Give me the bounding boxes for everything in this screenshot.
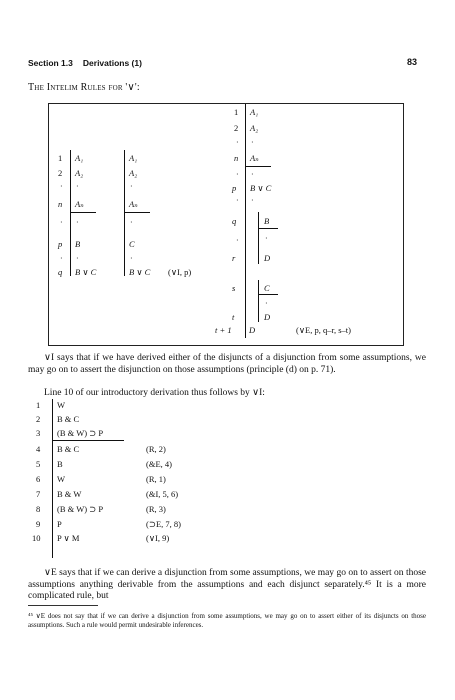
- scope-line: [70, 150, 71, 276]
- ellipsis: ·: [76, 218, 79, 227]
- scope-line: [52, 399, 53, 558]
- line-num: 2: [58, 168, 63, 178]
- line-justification: (∨I, 9): [146, 533, 170, 543]
- section-title: The Intelim Rules for '∨':: [28, 82, 140, 93]
- ellipsis: ·: [236, 236, 239, 245]
- formula: A₂: [75, 168, 84, 178]
- line-formula: P ∨ M: [57, 533, 80, 543]
- ellipsis: ·: [251, 138, 254, 147]
- line-num: t: [232, 312, 235, 322]
- line-num: p: [58, 239, 63, 249]
- formula: A₁: [250, 107, 259, 117]
- line-num: q: [58, 267, 63, 277]
- scope-line: [124, 150, 125, 276]
- formula: Aₙ: [129, 199, 138, 209]
- line-number: 9: [36, 519, 41, 529]
- ellipsis: ·: [251, 196, 254, 205]
- line-num: 1: [234, 107, 239, 117]
- formula: D: [264, 312, 271, 322]
- line-number: 8: [36, 504, 41, 514]
- line-formula: W: [57, 474, 66, 484]
- line-formula: P: [57, 519, 62, 529]
- scope-line: [245, 104, 246, 338]
- assumption-bar: [70, 212, 96, 213]
- chapter-label: Derivations (1): [82, 58, 142, 68]
- formula: B: [75, 239, 81, 249]
- ellipsis: ·: [251, 170, 254, 179]
- line-formula: B: [57, 459, 63, 469]
- ellipsis: ·: [236, 170, 239, 179]
- formula: B ∨ C: [75, 267, 97, 277]
- line-number: 3: [36, 428, 41, 438]
- running-header: [28, 58, 142, 68]
- line-num: 2: [234, 123, 239, 133]
- rule-citation: (∨I, p): [168, 267, 192, 277]
- subproof-line: [258, 212, 259, 264]
- ellipsis: ·: [76, 254, 79, 263]
- line-number: 4: [36, 444, 41, 454]
- formula: A₂: [129, 168, 138, 178]
- formula: C: [129, 239, 135, 249]
- line-num: n: [234, 153, 239, 163]
- ellipsis: ·: [60, 218, 63, 227]
- line-justification: (&E, 4): [146, 459, 172, 469]
- formula: B ∨ C: [250, 183, 272, 193]
- line-num: q: [232, 216, 237, 226]
- footnote-rule: [28, 605, 98, 606]
- ellipsis: ·: [76, 182, 79, 191]
- line-number: 5: [36, 459, 41, 469]
- ellipsis: ·: [236, 138, 239, 147]
- rule-citation: (∨E, p, q–r, s–t): [296, 325, 351, 335]
- line-justification: (R, 1): [146, 474, 166, 484]
- ellipsis: ·: [130, 218, 133, 227]
- line-number: 7: [36, 489, 41, 499]
- ellipsis: ·: [265, 234, 268, 243]
- section-label: Section 1.3: [28, 58, 73, 68]
- line-num: n: [58, 199, 63, 209]
- line-formula: B & W: [57, 489, 82, 499]
- line-num: s: [232, 283, 236, 293]
- line-number: 10: [32, 533, 41, 543]
- formula: Aₙ: [75, 199, 84, 209]
- page-number: 83: [407, 57, 418, 67]
- ellipsis: ·: [130, 182, 133, 191]
- ellipsis: ·: [60, 254, 63, 263]
- line-number: 6: [36, 474, 41, 484]
- line-formula: B & C: [57, 444, 80, 454]
- formula: A₁: [129, 153, 138, 163]
- formula: A₁: [75, 153, 84, 163]
- footnote-45: ⁴⁵ ∨E does not say that if we can derive a disjunction from some assumptions, we may go on to assert either of its disjuncts on those assumptions. Such a rule would permit undesirable inferences.: [28, 612, 426, 629]
- formula: D: [249, 325, 256, 335]
- formula: Aₙ: [250, 153, 259, 163]
- line-formula: (B & W) ⊃ P: [57, 428, 104, 438]
- line-num: p: [232, 183, 237, 193]
- paragraph-vi: ∨I says that if we have derived either of the disjuncts of a disjunction from some assumptions, we may go on to assert the disjunction on those assumptions (principle (d) on p. 71).: [28, 353, 426, 375]
- formula: B ∨ C: [129, 267, 151, 277]
- line-num: r: [232, 253, 236, 263]
- formula: A₂: [250, 123, 259, 133]
- line-number: 2: [36, 414, 41, 424]
- paragraph-ve: ∨E says that if we can derive a disjunction from some assumptions, we may go on to assert on those assumptions anything derivable from the assumptions and each disjunct separately.⁴⁵ It is a more complicated rule, but: [28, 568, 426, 601]
- line-justification: (&I, 5, 6): [146, 489, 179, 499]
- ellipsis: ·: [236, 196, 239, 205]
- assumption-bar: [124, 212, 150, 213]
- formula: C: [264, 283, 270, 293]
- line-justification: (⊃E, 7, 8): [146, 519, 181, 529]
- line-num: 1: [58, 153, 63, 163]
- ellipsis: ·: [265, 299, 268, 308]
- assumption-bar: [52, 440, 124, 441]
- subproof-line: [258, 280, 259, 322]
- ellipsis: ·: [60, 182, 63, 191]
- line-justification: (R, 2): [146, 444, 166, 454]
- line-number: 1: [36, 400, 41, 410]
- ellipsis: ·: [130, 254, 133, 263]
- line-num: t + 1: [215, 325, 232, 335]
- line-justification: (R, 3): [146, 504, 166, 514]
- assumption-bar: [258, 294, 278, 295]
- paragraph-intro-derivation: Line 10 of our introductory derivation thus follows by ∨I:: [44, 388, 265, 398]
- line-formula: W: [57, 400, 66, 410]
- formula: D: [264, 253, 271, 263]
- line-formula: B & C: [57, 414, 80, 424]
- assumption-bar: [258, 228, 278, 229]
- assumption-bar: [245, 166, 271, 167]
- formula: B: [264, 216, 270, 226]
- line-formula: (B & W) ⊃ P: [57, 504, 104, 514]
- rules-box: [48, 103, 404, 346]
